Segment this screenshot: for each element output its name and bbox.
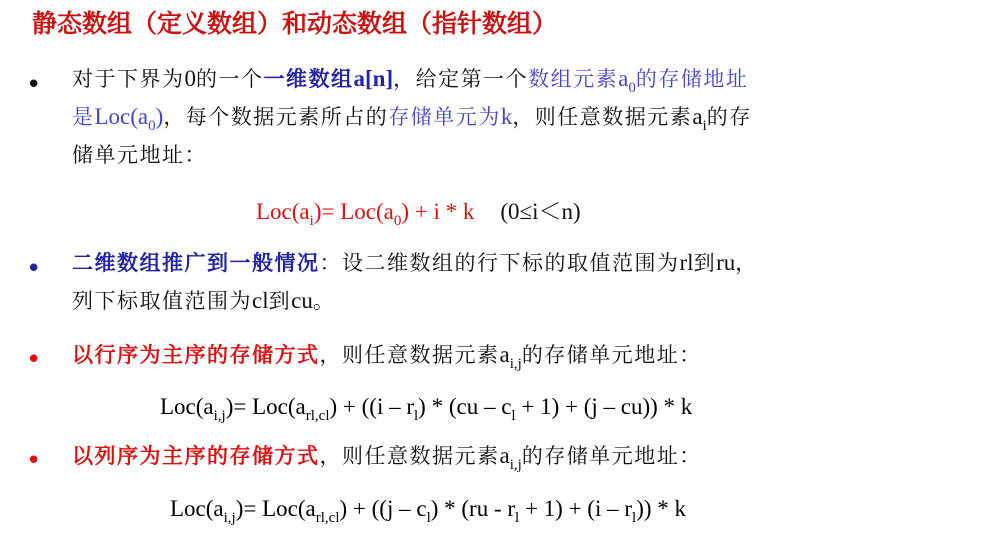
p2-line-1: 二维数组推广到一般情况：设二维数组的行下标的取值范围为rl到ru， <box>72 250 758 275</box>
p1-ai: $a_i$ <box>692 104 707 134</box>
p3-line-1 <box>72 336 972 374</box>
p1-array-element-term: 数组元素 <box>528 67 619 91</box>
p4-line-1 <box>72 437 972 475</box>
bullet-4: • <box>26 446 42 476</box>
slide-title: 静态数组（定义数组）和动态数组（指针数组） <box>32 9 558 38</box>
p1-1d-array-term: 一维数组 <box>263 66 354 91</box>
p1-line-2 <box>72 98 972 136</box>
bullet-3: • <box>26 345 42 375</box>
p1-text-j: 是 <box>72 105 95 129</box>
p1-line-1 <box>72 60 972 98</box>
p4-column-major-term: 以列序为主序的存储方式 <box>72 443 320 468</box>
p1-text-q: 的存 <box>706 105 752 129</box>
formula-row-major: $Loc(a_{i,j})= Loc(a_{rl,cl}) + ((i - r_l) * (cu - c_l + 1) + (j - cu)) * k$ <box>160 394 693 424</box>
p1-lower-bound: 0 <box>184 66 196 91</box>
p1-text-a: 对于下界为 <box>72 67 185 91</box>
p1-text-o: ，则任意数据元素 <box>512 105 693 129</box>
p1-text-c: 的一个 <box>196 67 264 91</box>
paragraph-2d-general <box>72 244 972 320</box>
bullet-1: • <box>26 70 42 100</box>
p1-a0: $a_0$ <box>618 66 636 96</box>
bullet-2: • <box>26 254 42 284</box>
p1-storage-unit-term: 存储单元为 <box>388 105 501 129</box>
p1-k: k <box>500 104 513 129</box>
formula-1d-condition: (0≤i＜n) <box>500 199 581 224</box>
formula-column-major: $Loc(a_{i,j})= Loc(a_{rl,cl}) + ((j - c_l) * (ru - r_l + 1) + (i - r_l)) * k$ <box>170 496 687 526</box>
p2-text-b: ：设二维数组的行下标的取值范围为 <box>319 251 680 275</box>
p3-text-d: 的存储单元地址： <box>521 343 702 367</box>
p1-text-f: ，给定第一个 <box>393 67 529 91</box>
p2-2d-array-term: 二维数组推广到一般情况 <box>72 250 320 275</box>
p1-text-r: 储单元地址： <box>72 143 207 167</box>
p1-line-3 <box>72 136 972 174</box>
p4-aij: $a_{i,j}$ <box>499 443 522 473</box>
p1-text-l: ，每个数据元素所占的 <box>163 105 389 129</box>
paragraph-row-major <box>72 336 972 374</box>
p1-storage-address-term: 的存储地址 <box>635 67 749 91</box>
p2-ru: ru <box>716 250 736 275</box>
p4-text-d: 的存储单元地址： <box>521 444 702 468</box>
paragraph-column-major <box>72 437 972 475</box>
p3-aij: $a_{i,j}$ <box>499 342 522 372</box>
p2-text-g: 列下标取值范围为 <box>72 289 252 313</box>
p3-row-major-term: 以行序为主序的存储方式 <box>72 342 320 367</box>
formula-1d-address: $Loc(a_i)= Loc(a_0) + i * k$ (0≤i＜n) <box>256 199 581 229</box>
p2-cl: cl <box>252 288 269 313</box>
p2-line-2: 列下标取值范围为cl到cu。 <box>72 288 336 313</box>
p2-cu: cu <box>291 288 313 313</box>
p2-rl: rl <box>679 250 694 275</box>
p4-text-b: ，则任意数据元素 <box>319 444 500 468</box>
p1-loc-a0: $Loc(a_0)$ <box>94 104 164 134</box>
paragraph-1d-array <box>72 60 972 174</box>
p3-text-b: ，则任意数据元素 <box>319 343 500 367</box>
p1-array-notation: a[n] <box>353 66 394 91</box>
